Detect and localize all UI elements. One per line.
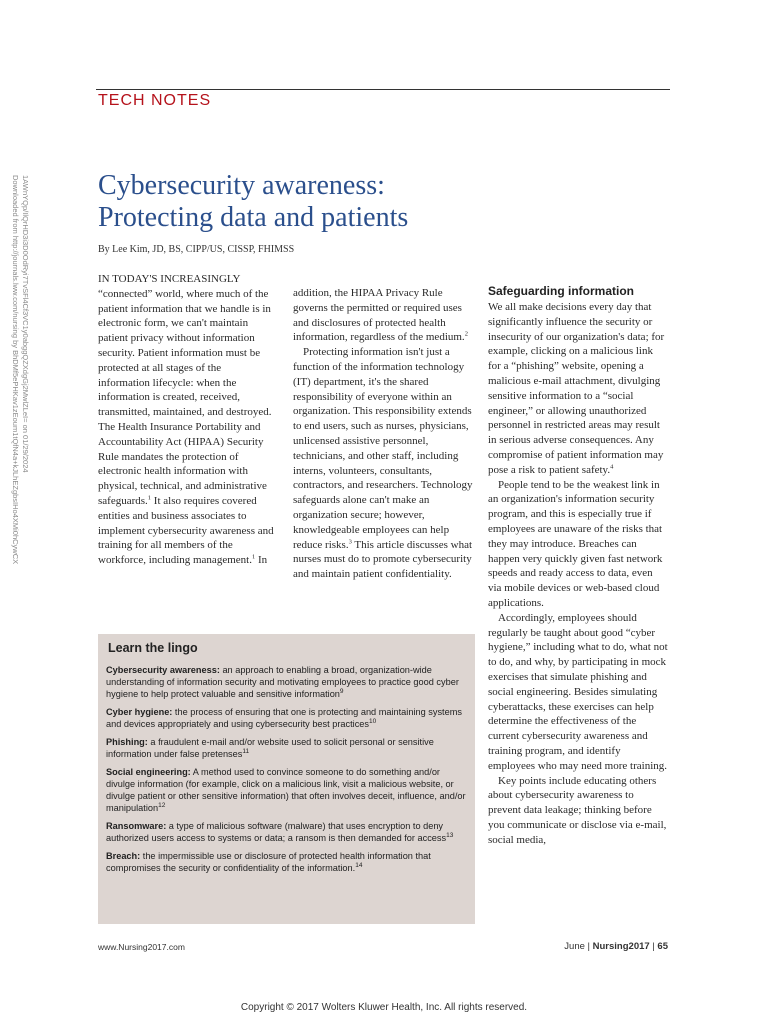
col3-paragraph-1: We all make decisions every day that significantly influence the security or insecurity of our organization's data; for example, clicking on a malicious link for a “phishing” website, opening a malicious e-mail attachment, divulging sensitive information to a “social engineer,” or allowing unauthorized personnel in restricted areas may result in serious adverse consequences. Any compromise of patient information may pose a risk to patient safety.$^4$ <box>488 301 665 476</box>
col1-paragraph: IN TODAY'S INCREASINGLY “connected” world, where much of the patient information that we handle is in electronic form, we can't maintain patient privacy without information security. Patient information must be protected at all stages of the information lifecycle: when the information is created, received, transmitted, maintained, and destroyed. The Health Insurance Portability and Accountability Act (HIPAA) Security Rule mandates the protection of electronic health information with physical, technical, and administrative safeguards.$^1$ It also requires covered entities and business associates to implement cybersecurity awareness and training for all members of the workforce, including management.$^1$ In <box>98 273 274 567</box>
glossary-entry: Cyber hygiene: the process of ensuring that one is protecting and maintaining systems and devices appropriately and using cybersecurity best practices$^{10}$ <box>106 707 462 729</box>
section-label: TECH NOTES <box>98 92 212 109</box>
header-rule <box>96 89 670 90</box>
section-heading: Safeguarding information <box>488 284 635 298</box>
col2-paragraph-2: Protecting information isn't just a function of the information technology (IT) department, it's the shared responsibility of everyone within an organization. This responsibility extends to end users, such as nurses, physicians, unlicensed assistive personnel, technicians, and other staff, including interns, volunteers, consultants, contractors, and researchers. Technology safeguards alone can't make an organization secure; however, knowledgeable employees can help reduce risks.$^3$ This article discusses what nurses must do to promote cybersecurity and maintain patient confidentiality. <box>293 346 473 581</box>
copyright-notice: Copyright © 2017 Wolters Kluwer Health, Inc. All rights reserved. <box>240 1002 528 1013</box>
download-watermark <box>6 175 46 595</box>
article-title <box>98 170 658 234</box>
title-line-2: Protecting data and patients <box>98 202 409 233</box>
footer-month: June <box>564 941 585 952</box>
glossary-entry: Cybersecurity awareness: an approach to enabling a broad, organization-wide understanding of information security and motivating employees to practice good cyber hygiene to help protect valuable and sensitive information$^9$ <box>106 665 459 699</box>
title-line-1: Cybersecurity awareness: <box>98 170 385 201</box>
col2-paragraph-1: addition, the HIPAA Privacy Rule governs the permitted or required uses and disclosures of protected health information, regardless of the medium.$^2$ <box>293 287 468 344</box>
footer-page-info: June | Nursing2017 | 65 <box>564 941 668 952</box>
column-1 <box>98 272 274 568</box>
page-number: 65 <box>657 941 668 952</box>
glossary-entry: Social engineering: A method used to convince someone to do something and/or divulge information (for example, click on a malicious link, visit a malicious website, or divulge patient or other sensitive information) that often involves deceit, influence, and/or manipulation$^{12}$ <box>106 767 466 813</box>
watermark-line-1: Downloaded from http://journals.lww.com/nursing by BhDMf5ePHKav1zEoum1tQfN4a+kJLhEZgbsIHo4XMi0hCywCX <box>11 175 20 565</box>
glossary-entry: Phishing: a fraudulent e-mail and/or website used to solicit personal or sensitive information under false pretenses$^{11}$ <box>106 737 434 759</box>
watermark-line-2: 1AWnYQp/IlQrHD3i3D0OdRyi7TvSFl4Cf3VC1y0abggQZXdgGj2MwlZLeI= on 01/29/2024 <box>21 175 30 473</box>
column-2 <box>293 286 473 582</box>
byline: By Lee Kim, JD, BS, CIPP/US, CISSP, FHIMSS <box>98 244 295 255</box>
glossary-heading: Learn the lingo <box>108 641 198 655</box>
footer-magazine: Nursing2017 <box>592 941 650 952</box>
col3-paragraph-3: Accordingly, employees should regularly be taught about good “cyber hygiene,” including what to do, what not to do, and why, by participating in mock exercises that simulate phishing and social engineering. Besides simulating cyberattacks, these exercises can help determine the effectiveness of the current cybersecurity awareness and training program, and identify employees who may need more training. <box>488 611 668 772</box>
col3-paragraph-2: People tend to be the weakest link in an organization's information security program, and this is especially true if employees are unaware of the risks that they may introduce. Breaches can happen very quickly given fast network speeds and ready access to data, even via mobile devices or web-based cloud applications. <box>488 478 663 609</box>
footer-url: www.Nursing2017.com <box>98 942 185 952</box>
column-3 <box>488 300 668 847</box>
col3-paragraph-4: Key points include educating others about cybersecurity awareness to prevent data leakage; thinking before you communicate or disclose via e-mail, social media, <box>488 774 667 846</box>
glossary-list <box>106 664 466 880</box>
glossary-entry: Breach: the impermissible use or disclosure of protected health information that compromises the security or confidentiality of the information.$^{14}$ <box>106 851 431 873</box>
glossary-entry: Ransomware: a type of malicious software (malware) that uses encryption to deny authorized users access to systems or data; a ransom is then demanded for access$^{13}$ <box>106 821 454 843</box>
